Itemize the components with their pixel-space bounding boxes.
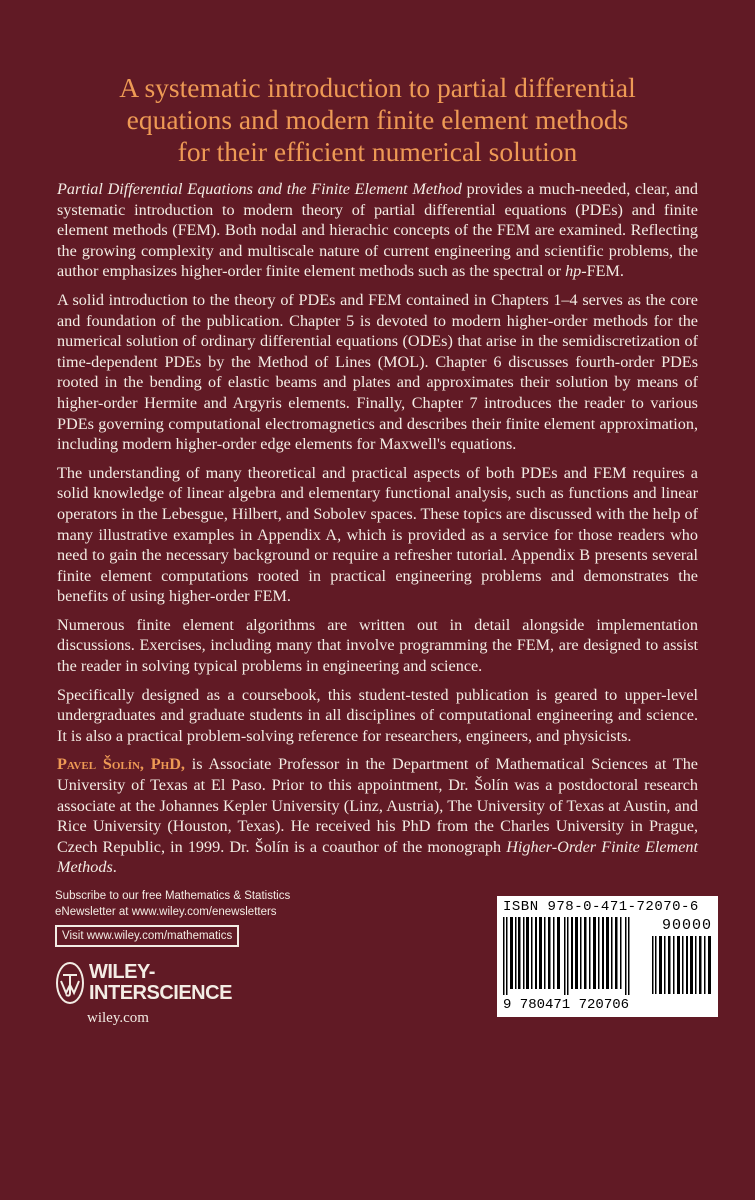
paragraph-algorithms: Numerous finite element algorithms are written out in detail alongside implementation discussions. Exercises, including many that involve programming the FEM, are designed to assist the reader in solving typical problems in engineering and science. [57, 615, 698, 676]
publisher-info [55, 888, 290, 1027]
author-bio [57, 754, 698, 878]
text: -FEM. [581, 262, 624, 281]
price-barcode-bars-icon [652, 936, 712, 994]
text: hp [565, 262, 582, 281]
tagline-line: for their efficient numerical solution [177, 136, 578, 167]
price-block [652, 917, 712, 994]
paragraph-overview [57, 179, 698, 282]
description [57, 179, 698, 878]
paragraph-appendices: The understanding of many theoretical and practical aspects of both PDEs and FEM requires a solid knowledge of linear algebra and elementary functional analysis, such as functions and linear operators in the Lebesgue, Hilbert, and Sobolev spaces. These topics are discussed with the help of many illustrative examples in Appendix A, which is provided as a service for those readers who need to gain the necessary background or require a refresher tutorial. Appendix B presents several finite element computations rooted in practical engineering problems and demonstrates the benefits of using higher-order FEM. [57, 463, 698, 606]
tagline-line: equations and modern finite element methods [126, 104, 629, 135]
author-name: Pavel Šolín, PhD, [57, 755, 185, 774]
visit-link-box: Visit www.wiley.com/mathematics [55, 925, 239, 947]
isbn-text: ISBN 978-0-471-72070-6 [503, 899, 699, 915]
book-title: Partial Differential Equations and the Finite Element Method [57, 180, 462, 198]
newsletter-line: Subscribe to our free Mathematics & Statistics [55, 890, 291, 902]
paragraph-audience: Specifically designed as a coursebook, this student-tested publication is geared to upper-level undergraduates and graduate students in all disciplines of computational engineering and science. It is also a practical problem-solving reference for researchers, engineers, and physicists. [57, 685, 698, 745]
text: provides a much-needed, clear, and systematic introduction to modern theory of partial differential equations (PDEs) and finite element methods (FEM). Both nodal and hierachic concepts of the FEM are examined. Reflecting the growing complexity and multiscale nature of current engineering and scientific problems, the author emphasizes higher-order finite element methods such as the spectral or [57, 180, 698, 281]
tagline [0, 0, 755, 168]
text: is Associate Professor in the Department of Mathematical Sciences at The University of Texas at El Paso. Prior to this appointment, Dr. Šolín was a postdoctoral research associate at the Johannes Kepler University (Linz, Austria), The University of Texas at Austin, and Rice University (Houston, Texas). He received his PhD from the Charles University in Prague, Czech Republic, in 1999. Dr. Šolín is a coauthor of the monograph [57, 755, 698, 856]
publisher-logo [55, 959, 232, 1007]
footer [55, 888, 718, 1027]
logo-text: WILEY- [89, 961, 155, 983]
text: . [112, 858, 117, 877]
paragraph-chapters: A solid introduction to the theory of PDEs and FEM contained in Chapters 1–4 serves as the core and foundation of the publication. Chapter 5 is devoted to modern higher-order methods for the numerical solution of ordinary differential equations (ODEs) that arise in the semidiscretization of time-dependent PDEs by the Method of Lines (MOL). Chapter 6 discusses fourth-order PDEs rooted in the bending of elastic beams and plates and approximates their solution by means of higher-order Hermite and Argyris elements. Finally, Chapter 7 introduces the reader to various PDEs governing computational electromagnetics and describes their finite element approximation, including modern higher-order edge elements for Maxwell's equations. [57, 290, 698, 454]
newsletter-line: eNewsletter at www.wiley.com/enewsletters [55, 906, 277, 918]
publisher-url: wiley.com [87, 1010, 149, 1026]
isbn-barcode [497, 896, 718, 1017]
price-code: 90000 [661, 917, 712, 934]
logo-text: INTERSCIENCE [89, 982, 232, 1004]
barcode-bars-icon [503, 917, 633, 995]
ean-number: 9 780471 720706 [503, 997, 630, 1013]
newsletter-info [55, 888, 290, 920]
wiley-seal-icon [55, 959, 85, 1007]
tagline-line: A systematic introduction to partial differential [119, 72, 636, 103]
monograph-title: Higher-Order Finite Element Methods [57, 837, 698, 877]
